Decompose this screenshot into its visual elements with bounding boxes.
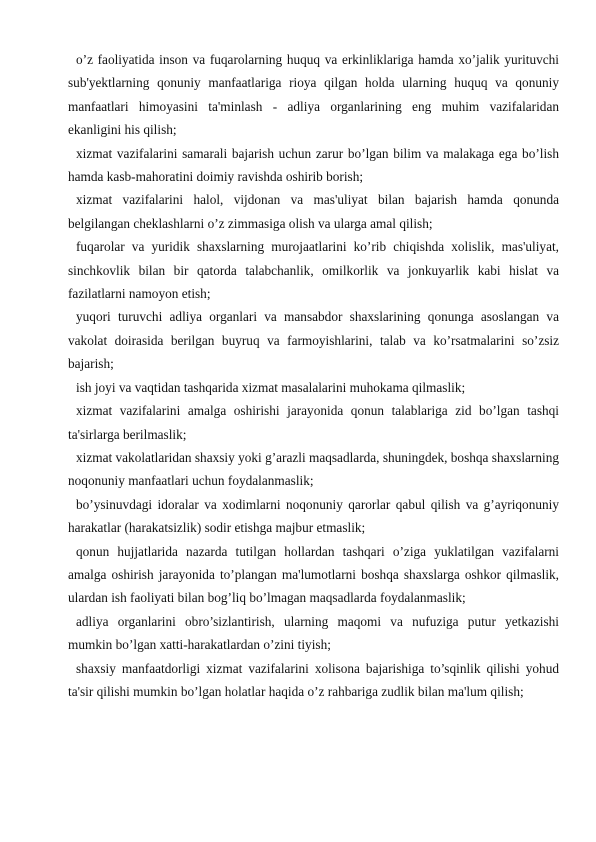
paragraph-5: yuqori turuvchi adliya organlari va mansabdor shaxslarining qonunga asoslangan va vakolat doirasida berilgan buyruq va farmoyishlarini, talab va ko’rsatmalarini so’zsiz bajarish; (68, 309, 559, 372)
paragraph-6: ish joyi va vaqtidan tashqarida xizmat masalalarini muhokama qilmaslik; (76, 379, 466, 395)
paragraph-7: xizmat vazifalarini amalga oshirishi jarayonida qonun talablariga zid bo’lgan tashqi ta'sirlarga berilmaslik; (68, 403, 559, 442)
paragraph-2: xizmat vazifalarini samarali bajarish uchun zarur bo’lgan bilim va malakaga ega bo’lish hamda kasb-mahoratini doimiy ravishda oshirib borish; (68, 145, 559, 185)
paragraph-11: adliya organlarini obro’sizlantirish, ularning maqomi va nufuziga putur yetkazishi mumkin bo’lgan xatti-harakatlardan o’zini tiyish; (68, 613, 559, 653)
paragraph-4: fuqarolar va yuridik shaxslarning murojaatlarini ko’rib chiqishda xolislik, mas'uliyat, sinchkovlik bilan bir qatorda talabchanlik, omilkorlik va jonkuyarlik kabi hislat va fazilatlarni namoyon etish; (68, 239, 559, 302)
paragraph-10: qonun hujjatlarida nazarda tutilgan hollardan tashqari o’ziga yuklatilgan vazifalarni amalga oshirish jarayonida to’plangan ma'lumotlarni boshqa shaxslarga oshkor qilmaslik, ulardan ish faoliyati bilan bog’liq bo’lmagan maqsadlarda foydalanmaslik; (68, 543, 559, 606)
document-body (68, 48, 559, 703)
paragraph-1: o’z faoliyatida inson va fuqarolarning huquq va erkinliklariga hamda xo’jalik yurituvchi sub'yektlarning qonuniy manfaatlariga rioya qilgan holda ularning huquq va qonuniy manfaatlari himoyasini ta'minlash - adliya organlarining eng muhim vazifalaridan ekanligini his qilish; (68, 52, 559, 138)
paragraph-12: shaxsiy manfaatdorligi xizmat vazifalarini xolisona bajarishiga to’sqinlik qilishi yohud ta'sir qilishi mumkin bo’lgan holatlar haqida o’z rahbariga zudlik bilan ma'lum qilish; (68, 660, 559, 699)
paragraph-9: bo’ysinuvdagi idoralar va xodimlarni noqonuniy qarorlar qabul qilish va g’ayriqonuniy harakatlar (harakatsizlik) sodir etishga majbur etmaslik; (68, 496, 559, 536)
paragraph-8: xizmat vakolatlaridan shaxsiy yoki g’arazli maqsadlarda, shuningdek, boshqa shaxslarning noqonuniy manfaatlari uchun foydalanmaslik; (68, 449, 559, 489)
paragraph-3: xizmat vazifalarini halol, vijdonan va mas'uliyat bilan bajarish hamda qonunda belgilangan cheklashlarni o’z zimmasiga olish va ularga amal qilish; (68, 192, 559, 231)
